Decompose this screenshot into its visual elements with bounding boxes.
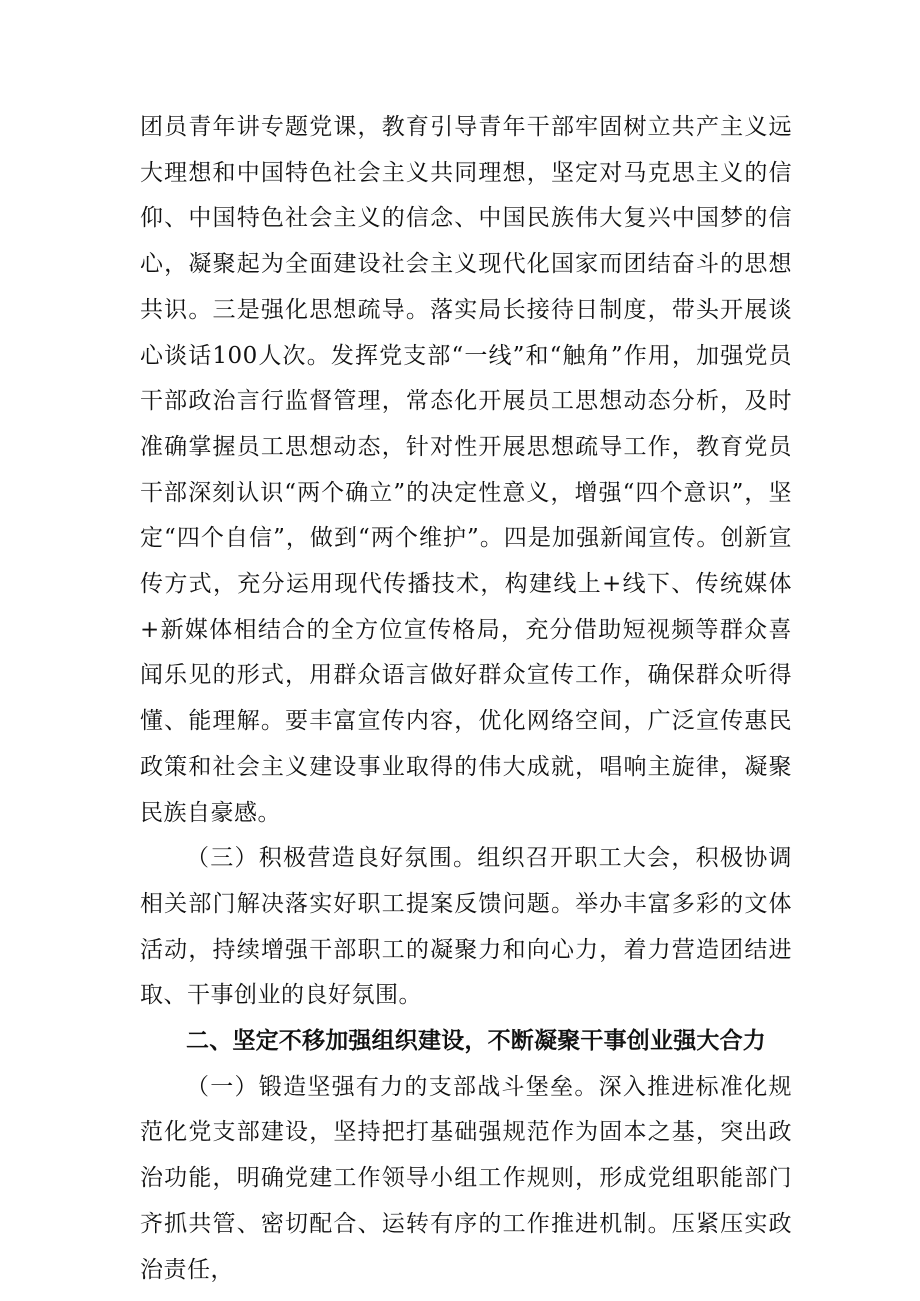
paragraph-ideology-education: 团员青年讲专题党课，教育引导青年干部牢固树立共产主义远大理想和中国特色社会主义共同理想，坚定对马克思主义的信仰、中国特色社会主义的信念、中国民族伟大复兴中国梦的信心，凝聚起为全面建设社会主义现代化国家而团结奋斗的思想共识。三是强化思想疏导。落实局长接待日制度，带头开展谈心谈话100人次。发挥党支部“一线”和“触角”作用，加强党员干部政治言行监督管理，常态化开展员工思想动态分析，及时准确掌握员工思想动态，针对性开展思想疏导工作，教育党员干部深刻认识“两个确立”的决定性意义，增强“四个意识”，坚定“四个自信”，做到“两个维护”。四是加强新闻宣传。创新宣传方式，充分运用现代传播技术，构建线上+线下、传统媒体+新媒体相结合的全方位宣传格局，充分借助短视频等群众喜闻乐见的形式，用群众语言做好群众宣传工作，确保群众听得懂、能理解。要丰富宣传内容，优化网络空间，广泛宣传惠民政策和社会主义建设事业取得的伟大成就，唱响主旋律，凝聚民族自豪感。: [140, 114, 792, 826]
section-heading-organization: 二、坚定不移加强组织建设，不断凝聚干事创业强大合力: [186, 1028, 766, 1055]
paragraph-atmosphere: （三）积极营造良好氛围。组织召开职工大会，积极协调相关部门解决落实好职工提案反馈问题。举办丰富多彩的文体活动，持续增强干部职工的凝聚力和向心力，着力营造团结进取、干事创业的良好氛围。: [140, 845, 792, 1009]
document-body: [140, 105, 792, 1293]
paragraph-branch-fortress: （一）锻造坚强有力的支部战斗堡垒。深入推进标准化规范化党支部建设，坚持把打基础强规范作为固本之基，突出政治功能，明确党建工作领导小组工作规则，形成党组职能部门齐抓共管、密切配合、运转有序的工作推进机制。压紧压实政治责任，: [140, 1073, 792, 1283]
